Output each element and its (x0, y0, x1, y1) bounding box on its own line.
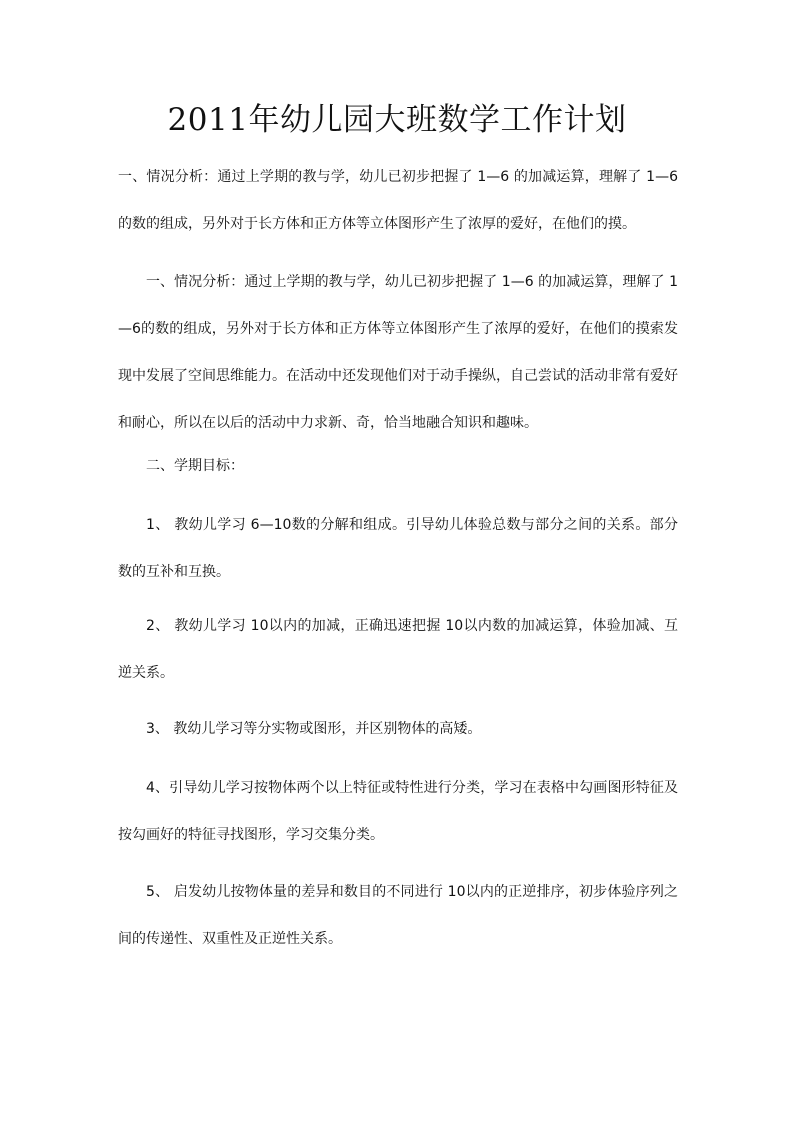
paragraph-semester-goals-heading: 二、学期目标： (146, 458, 244, 474)
paragraph-goal-4: 4、引导幼儿学习按物体两个以上特征或特性进行分类，学习在表格中勾画图形特征及按勾画好的特征寻找图形，学习交集分类。 (118, 780, 678, 843)
paragraph-situation-summary: 一、情况分析：通过上学期的教与学，幼儿已初步把握了 1—6 的加减运算，理解了 1—6 的数的组成，另外对于长方体和正方体等立体图形产生了浓厚的爱好，在他们的摸。 (118, 169, 678, 232)
paragraph-goal-3: 3、 教幼儿学习等分实物或图形，并区别物体的高矮。 (146, 721, 482, 737)
document-title: 2011年幼儿园大班数学工作计划 (167, 102, 627, 138)
paragraph-goal-5: 5、 启发幼儿按物体量的差异和数目的不同进行 10以内的正逆排序，初步体验序列之间的传递性、双重性及正逆性关系。 (118, 884, 678, 947)
paragraph-situation-analysis: 一、情况分析：通过上学期的教与学，幼儿已初步把握了 1—6 的加减运算，理解了 1—6的数的组成，另外对于长方体和正方体等立体图形产生了浓厚的爱好，在他们的摸索发现中发展了空间思维能力。在活动中还发现他们对于动手操纵，自己尝试的活动非常有爱好和耐心，所以在以后的活动中力求新、奇，恰当地融合知识和趣味。 (118, 274, 678, 431)
paragraph-goal-2: 2、 教幼儿学习 10以内的加减，正确迅速把握 10以内数的加减运算，体验加减、互逆关系。 (118, 618, 678, 681)
paragraph-goal-1: 1、 教幼儿学习 6—10数的分解和组成。引导幼儿体验总数与部分之间的关系。部分数的互补和互换。 (118, 517, 678, 580)
